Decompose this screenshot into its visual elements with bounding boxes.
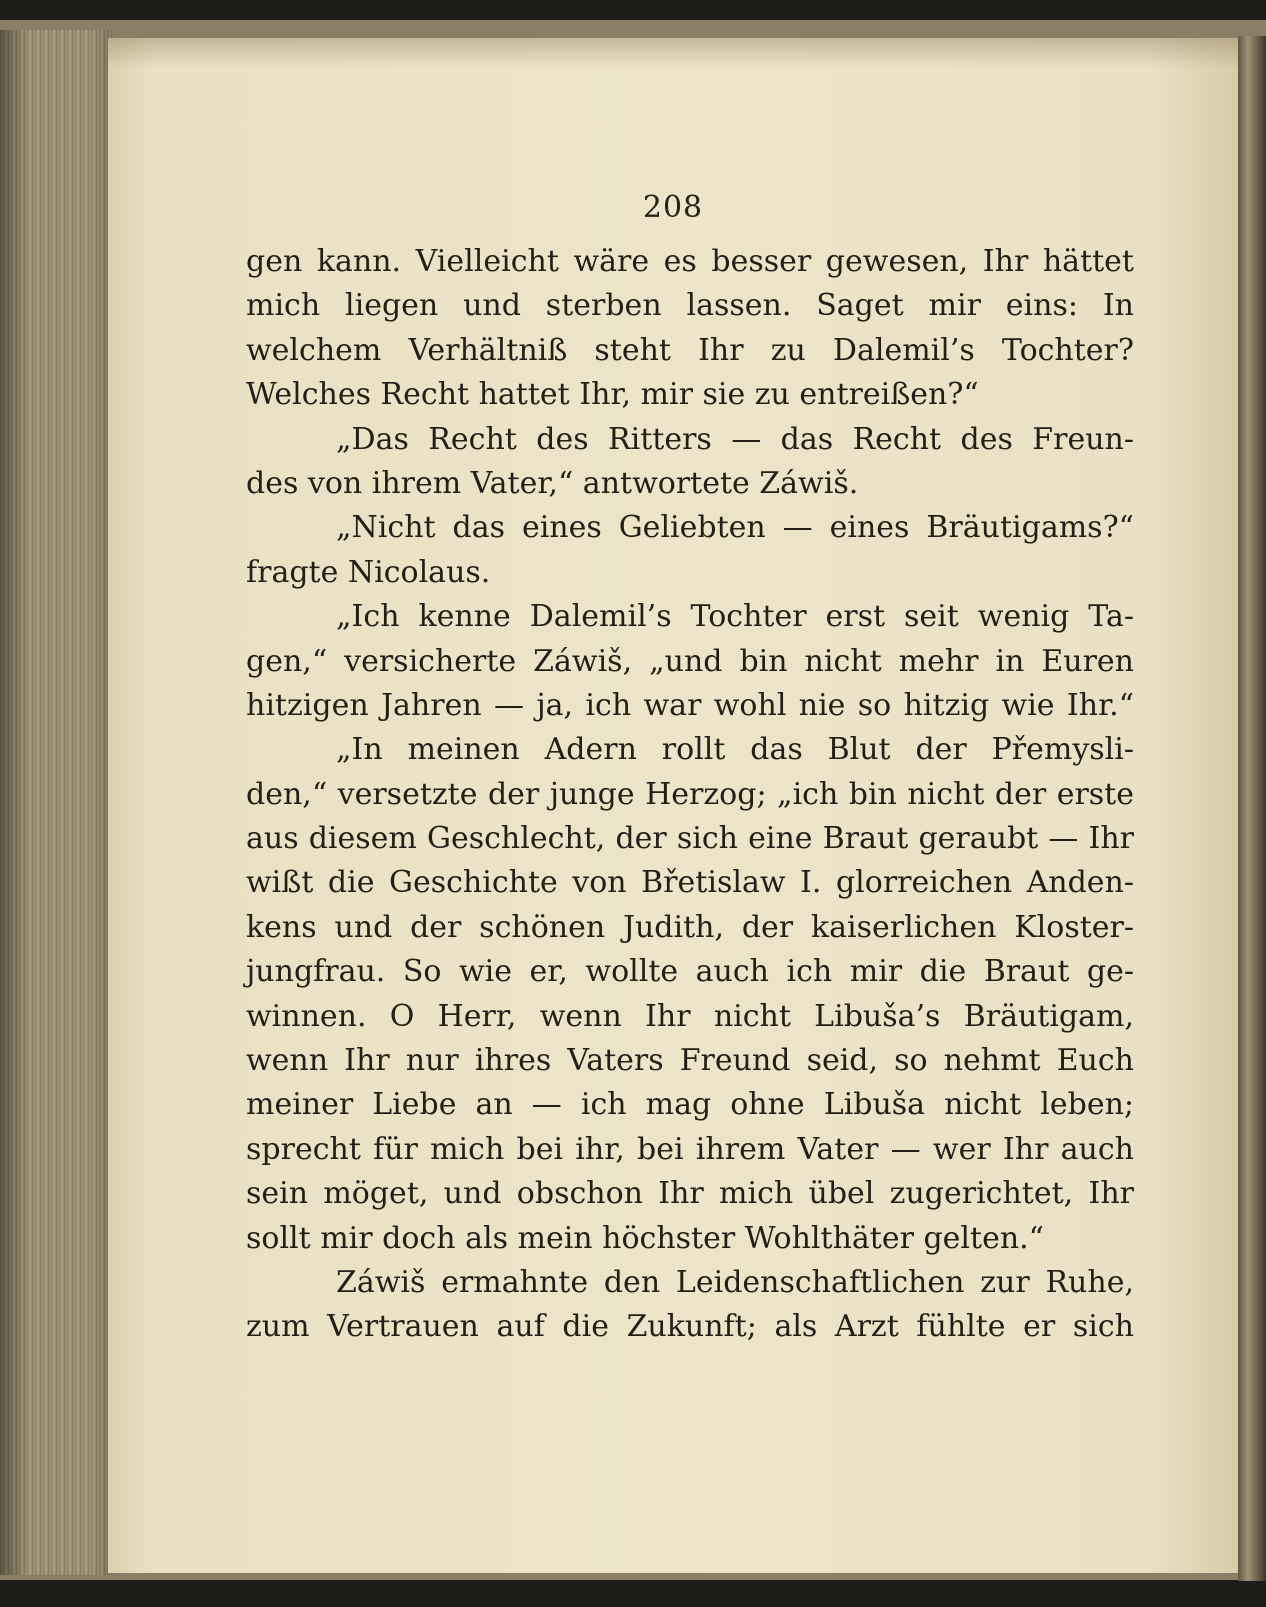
page-number: 208 [642, 190, 704, 225]
text-line: „Das Recht des Ritters — das Recht des Freun- [336, 421, 1134, 457]
text-line: „In meinen Adern rollt das Blut der Přemysli- [336, 732, 1134, 768]
text-line: wenn Ihr nur ihres Vaters Freund seid, so nehmt Euch [246, 1043, 1134, 1079]
body-text [246, 240, 1134, 1350]
text-line: gen kann. Vielleicht wäre es besser gewesen, Ihr hättet [246, 244, 1134, 279]
text-line: zum Vertrauen auf die Zukunft; als Arzt fühlte er sich [246, 1309, 1134, 1345]
text-line: sollt mir doch als mein höchster Wohlthäter gelten.“ [246, 1220, 1045, 1256]
text-line: den,“ versetzte der junge Herzog; „ich bin nicht der erste [246, 776, 1134, 812]
text-line: kens und der schönen Judith, der kaiserlichen Kloster- [246, 909, 1134, 945]
text-line: sprecht für mich bei ihr, bei ihrem Vater — wer Ihr auch [246, 1131, 1134, 1167]
text-line: „Nicht das eines Geliebten — eines Bräutigams?“ [336, 510, 1134, 546]
text-line: sein möget, und obschon Ihr mich übel zugerichtet, Ihr [246, 1176, 1134, 1212]
text-line: wißt die Geschichte von Břetislaw I. glorreichen Anden- [246, 865, 1134, 901]
text-line: Záwiš ermahnte den Leidenschaftlichen zur Ruhe, [336, 1264, 1134, 1300]
text-line: mich liegen und sterben lassen. Saget mir eins: In [246, 288, 1134, 324]
text-line: jungfrau. So wie er, wollte auch ich mir die Braut ge- [246, 954, 1134, 990]
page-top-shadow [108, 38, 1238, 68]
text-line: gen,“ versicherte Záwiš, „und bin nicht mehr in Euren [246, 643, 1134, 679]
text-line: Welches Recht hattet Ihr, mir sie zu entreißen?“ [246, 377, 979, 413]
text-line: „Ich kenne Dalemil’s Tochter erst seit wenig Ta- [336, 599, 1134, 635]
text-line: des von ihrem Vater,“ antwortete Záwiš. [246, 465, 859, 501]
text-line: hitzigen Jahren — ja, ich war wohl nie so hitzig wie Ihr.“ [246, 687, 1134, 723]
text-line: fragte Nicolaus. [246, 554, 491, 590]
page-stack-shadow [0, 30, 112, 1575]
text-line: winnen. O Herr, wenn Ihr nicht Libuša’s Bräutigam, [246, 998, 1134, 1034]
text-line: aus diesem Geschlecht, der sich eine Braut geraubt — Ihr [246, 821, 1134, 857]
text-line: welchem Verhältniß steht Ihr zu Dalemil’s Tochter? [246, 332, 1134, 368]
text-line: meiner Liebe an — ich mag ohne Libuša nicht leben; [246, 1087, 1134, 1123]
book-spine-edge [1238, 36, 1266, 1581]
